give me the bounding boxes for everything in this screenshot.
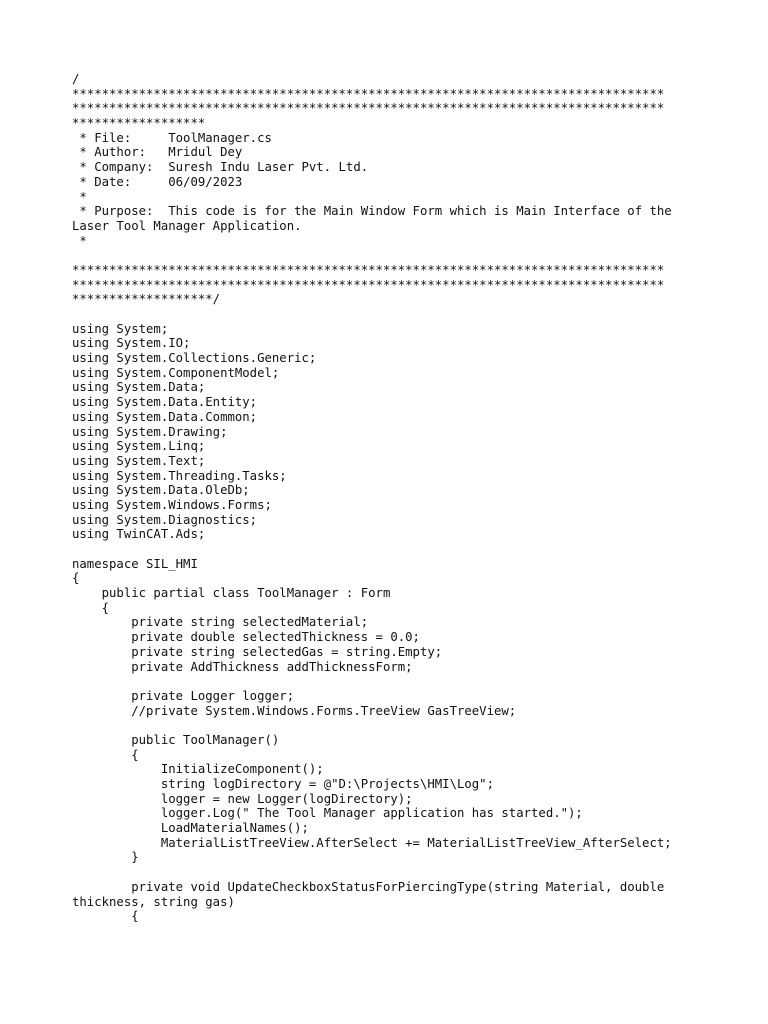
- code-line: logger = new Logger(logDirectory);: [72, 791, 413, 806]
- code-line: ********************************************************************************: [72, 277, 665, 292]
- code-line: logger.Log(" The Tool Manager application has started.");: [72, 806, 583, 821]
- code-line: using System.Data;: [72, 380, 206, 395]
- code-line: using System.Collections.Generic;: [72, 351, 317, 366]
- code-line: * Purpose: This code is for the Main Window Form which is Main Interface of the: [72, 204, 672, 219]
- code-line: using System.Windows.Forms;: [72, 497, 272, 512]
- code-line: string logDirectory = @"D:\Projects\HMI\Log";: [72, 777, 494, 791]
- code-line: * File: ToolManager.cs: [72, 130, 272, 145]
- code-line: private Logger logger;: [72, 688, 295, 703]
- code-line: using System.Data.OleDb;: [72, 483, 250, 498]
- code-line: [72, 542, 702, 557]
- code-line: private string selectedGas = string.Empty;: [72, 644, 443, 659]
- code-line: using System.Text;: [72, 453, 206, 468]
- code-line: {: [72, 600, 110, 615]
- code-line: namespace SIL_HMI: [72, 556, 198, 571]
- code-line: private double selectedThickness = 0.0;: [72, 630, 420, 645]
- code-line: using System.IO;: [72, 336, 191, 351]
- code-line: *******************/: [72, 292, 221, 307]
- code-line: using System.Data.Entity;: [72, 395, 258, 410]
- code-line: [72, 307, 702, 322]
- code-line: ******************: [72, 116, 206, 131]
- code-line: LoadMaterialNames();: [72, 821, 309, 836]
- code-line: public ToolManager(): [72, 732, 280, 747]
- code-line: ********************************************************************************: [72, 101, 665, 116]
- code-line: //private System.Windows.Forms.TreeView GasTreeView;: [72, 703, 517, 718]
- code-line: * Author: Mridul Dey: [72, 145, 243, 160]
- code-line: {: [72, 747, 139, 762]
- code-line: }: [72, 850, 139, 865]
- code-line: using System.ComponentModel;: [72, 365, 280, 380]
- code-line: private AddThickness addThicknessForm;: [72, 659, 413, 674]
- code-line: [72, 248, 702, 263]
- code-line: ********************************************************************************: [72, 262, 665, 277]
- code-line: private void UpdateCheckboxStatusForPiercingType(string Material, double: [72, 879, 665, 894]
- code-line: MaterialListTreeView.AfterSelect += MaterialListTreeView_AfterSelect;: [72, 835, 672, 850]
- code-line: using System.Linq;: [72, 439, 206, 454]
- code-line: public partial class ToolManager : Form: [72, 586, 391, 601]
- code-line: /: [72, 72, 80, 86]
- code-line: *: [72, 189, 87, 204]
- source-code-listing: [72, 72, 702, 924]
- code-line: private string selectedMaterial;: [72, 615, 369, 630]
- code-line: {: [72, 909, 139, 924]
- code-line: [72, 865, 702, 880]
- code-line: using System.Drawing;: [72, 424, 228, 439]
- code-line: using System;: [72, 321, 169, 336]
- code-line: *: [72, 233, 87, 248]
- code-line: using System.Diagnostics;: [72, 512, 258, 527]
- code-line: Laser Tool Manager Application.: [72, 218, 302, 233]
- code-line: using System.Data.Common;: [72, 409, 258, 424]
- code-line: [72, 718, 702, 733]
- code-line: ********************************************************************************: [72, 86, 665, 101]
- code-line: using System.Threading.Tasks;: [72, 468, 287, 483]
- code-line: {: [72, 571, 80, 586]
- code-line: * Date: 06/09/2023: [72, 174, 243, 189]
- code-line: using TwinCAT.Ads;: [72, 527, 206, 542]
- code-line: thickness, string gas): [72, 894, 235, 909]
- code-line: InitializeComponent();: [72, 762, 324, 777]
- code-line: * Company: Suresh Indu Laser Pvt. Ltd.: [72, 160, 369, 175]
- code-line: [72, 674, 702, 689]
